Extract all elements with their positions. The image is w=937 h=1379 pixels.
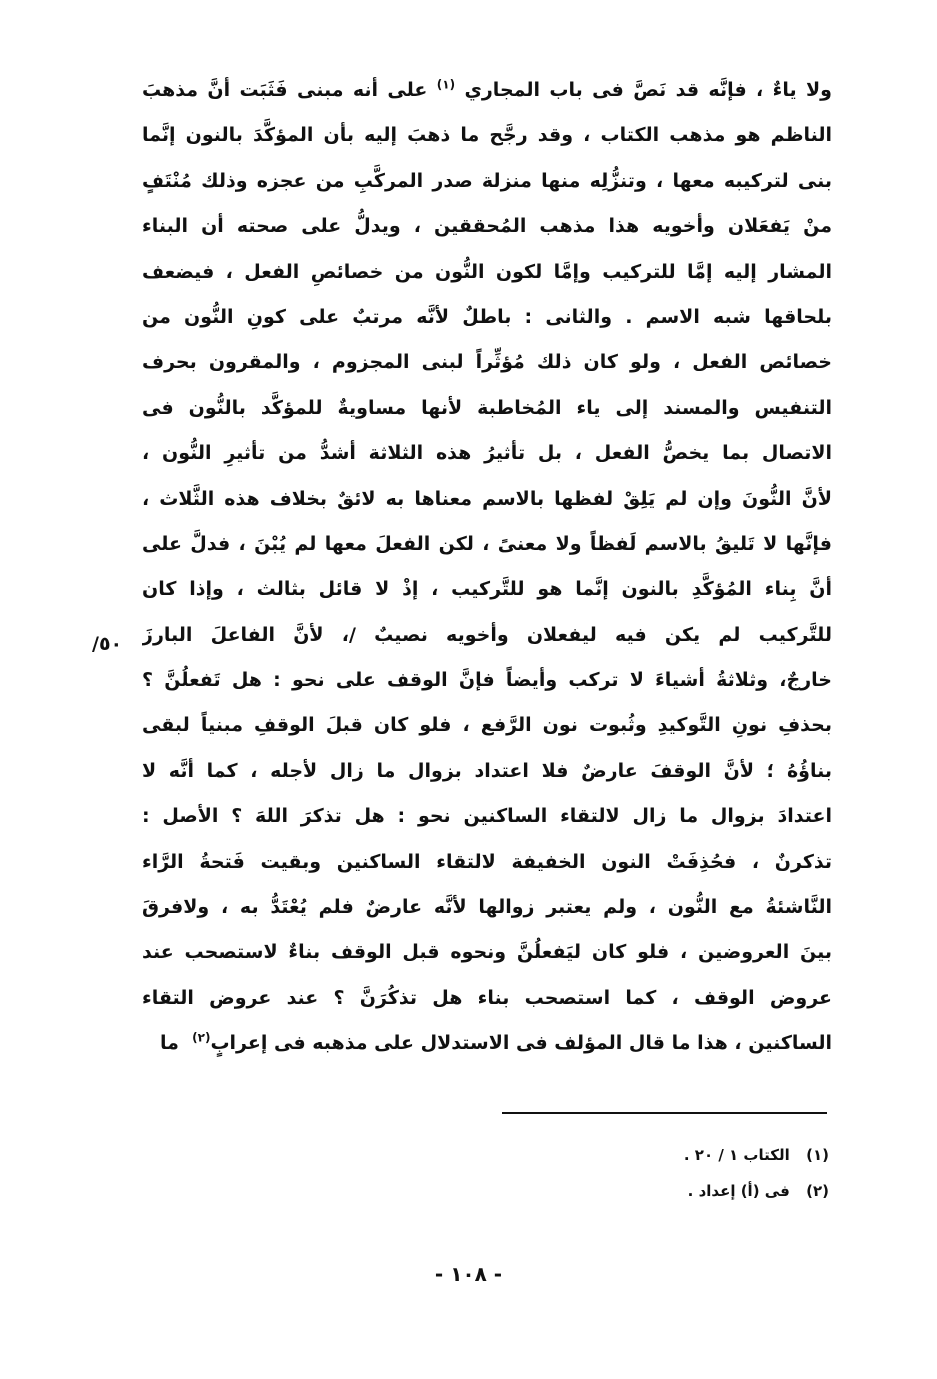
footnote-2	[329, 1173, 829, 1209]
page-number: - ١٠٨ -	[434, 1262, 503, 1286]
main-text	[142, 68, 832, 1067]
text-line-9: الاتصال بما يخصُّ الفعل ، بل تأثيرُ هذه الثلاثة أشدُّ من تأثيرِ النُّون ،	[142, 442, 832, 465]
footnote-number: (٢)	[806, 1182, 829, 1200]
text-line-18: تذكرنٌ ، فحُذِفَتْ النون الخفيفة لالتقاء الساكنين وبقيت فَتحةُ الرَّاء	[142, 850, 832, 873]
text-line-21: عروض الوقف ، كما استصحب بناء هل تذكُرَنَّ ؟ عند عروض التقاء	[142, 986, 832, 1009]
text-line-13: للتَّركيب لم يكن فيه ليفعلان وأخويه نصيبٌ /، لأنَّ الفاعلَ البارزَ	[142, 623, 832, 646]
text-line-12: أنَّ بِناء المُؤكَّدِ بالنون إنَّما هو للتَّركيب ، إذْ لا قائل بثالث ، وإذا كان	[142, 578, 832, 601]
footnote-text: فى (أ) إعداد .	[687, 1182, 790, 1200]
footnotes	[329, 1137, 829, 1209]
text-line-17: اعتدادَ بزوال ما زال لالتقاء الساكنين نحو : هل تذكرَ اللهَ ؟ الأصل :	[142, 805, 832, 828]
text-line-7: خصائص الفعل ، ولو كان ذلك مُؤثِّراً لبنى المجزوم ، والمقرون بحرف	[142, 351, 832, 374]
footnote-ref-2[interactable]: (٢)	[192, 1030, 211, 1045]
text-line-4: منْ يَفعَلان وأخويه هذا مذهب المُحققين ، ويدلُّ على صحته أن البناء	[142, 215, 832, 238]
text-line-15: بحذفِ نونِ التَّوكيدِ وثُبوت نون الرَّفع ، فلو كان قبلَ الوقفِ مبنياً لبقى	[142, 714, 832, 737]
footnote-1	[329, 1137, 829, 1173]
footnote-separator	[502, 1112, 827, 1114]
footnote-text: الكتاب ١ / ٢٠ .	[683, 1146, 790, 1164]
text-line-22: الساكنين ، هذا ما قال المؤلف فى الاستدلال على مذهبه فى إعرابٍ$^{(٢)}$ ما	[160, 1030, 832, 1055]
text-line-2: الناظم هو مذهب الكتاب ، وقد رجَّح ما ذهبَ إليه بأن المؤكَّدَ بالنون إنَّما	[142, 124, 832, 147]
text-line-6: بلحاقها شبه الاسم . والثانى : باطلٌ لأنَّه مرتبٌ على كونِ النُّون من	[142, 305, 832, 328]
footnote-number: (١)	[806, 1146, 829, 1164]
text-line-11: فإنَّها لا تَليقُ بالاسم لَفظاً ولا معنىً ، لكن الفعلَ معها لم يُبْنَ ، فدلَّ على	[142, 532, 832, 555]
manuscript-folio-marker: ٥٠/	[92, 633, 123, 655]
text-line-3: بنى لتركيبه معها ، وتنزُّلِه منها منزلة صدر المركَّبِ من عجزه وذلك مُنْتَفٍ	[142, 169, 832, 192]
text-line-8: التنفيس والمسند إلى ياء المُخاطبة لأنها مساويةٌ للمؤكَّد بالنُّون فى	[142, 396, 832, 419]
footnote-ref-1[interactable]: (١)	[436, 77, 456, 92]
text-line-16: بناؤُهُ ؛ لأنَّ الوقفَ عارضٌ فلا اعتداد بزوال ما زال لأجله ، كما أنَّه لا	[142, 759, 832, 782]
text-line-20: بينَ العروضين ، فلو كان ليَفعلُنَّ ونحوه قبل الوقف بناءٌ لاستصحب عند	[142, 941, 832, 964]
text-line-14: خارجٌ، وثلاثةُ أشياءَ لا تركب وأيضاً فإنَّ الوقف على نحو : هل تَفعلُنَّ ؟	[142, 669, 832, 692]
text-line-19: النَّاشئةُ مع النُّون ، ولم يعتبر زوالها لأنَّه عارضٌ فلم يُعْتَدُّ به ، ولافرقَ	[142, 896, 832, 919]
text-line-1: ولا ياءٌ ، فإنَّه قد نَصَّ فى باب المجاري $^{(١)}$ على أنه مبنى فَثَبَت أنَّ مذهبَ	[142, 77, 832, 101]
text-line-5: المشار إليه إمَّا للتركيب وإمَّا لكون النُّون من خصائصِ الفعل ، فيضعف	[142, 260, 832, 283]
text-line-10: لأنَّ النُّونَ وإن لم يَلِقْ لفظها بالاسم معناها به لائقٌ بخلاف هذه الثَّلاث ،	[142, 487, 832, 510]
